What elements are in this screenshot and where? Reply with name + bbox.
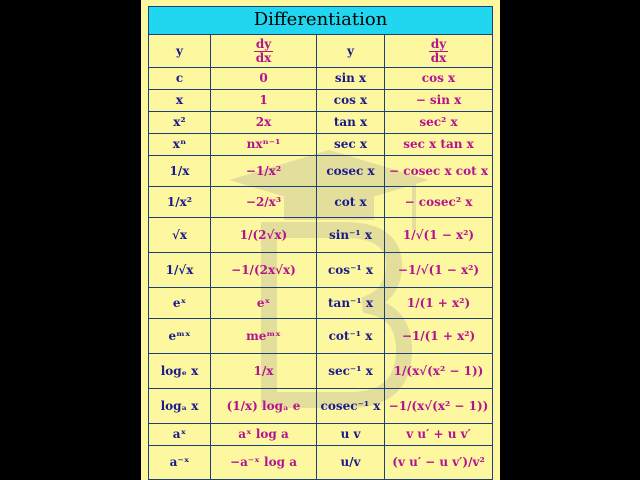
table-row <box>149 156 493 187</box>
function-cell: tan⁻¹ x <box>317 288 385 319</box>
function-cell: aˣ <box>149 424 211 446</box>
derivative-cell: nxⁿ⁻¹ <box>211 134 317 156</box>
table-row <box>149 446 493 480</box>
derivative-cell: − sin x <box>385 90 493 112</box>
table-row <box>149 354 493 389</box>
function-cell: 1/√x <box>149 253 211 288</box>
derivative-cell: − cosec² x <box>385 187 493 218</box>
function-cell: cot x <box>317 187 385 218</box>
derivative-cell: eˣ <box>211 288 317 319</box>
function-cell: logₐ x <box>149 389 211 424</box>
function-cell: tan x <box>317 112 385 134</box>
formula-sheet <box>141 0 500 480</box>
derivative-cell: (1/x) logₐ e <box>211 389 317 424</box>
derivative-cell: meᵐˣ <box>211 319 317 354</box>
derivative-cell: cos x <box>385 68 493 90</box>
table-row <box>149 288 493 319</box>
function-cell: x² <box>149 112 211 134</box>
function-cell: cosec x <box>317 156 385 187</box>
function-cell: u v <box>317 424 385 446</box>
derivative-cell: 2x <box>211 112 317 134</box>
header-y: y <box>149 35 211 68</box>
function-cell: sin x <box>317 68 385 90</box>
header-row <box>149 35 493 68</box>
function-cell: √x <box>149 218 211 253</box>
header-derivative: $\frac{dy}{dx}$ <box>211 35 317 68</box>
derivative-cell: 0 <box>211 68 317 90</box>
derivative-cell: −1/(2x√x) <box>211 253 317 288</box>
derivative-cell: aˣ log a <box>211 424 317 446</box>
derivative-cell: 1/(1 + x²) <box>385 288 493 319</box>
table-row <box>149 90 493 112</box>
derivative-cell: −1/x² <box>211 156 317 187</box>
derivative-cell: sec² x <box>385 112 493 134</box>
derivative-cell: 1/x <box>211 354 317 389</box>
derivative-cell: − cosec x cot x <box>385 156 493 187</box>
function-cell: cos⁻¹ x <box>317 253 385 288</box>
table-row <box>149 112 493 134</box>
formula-rows <box>149 68 493 480</box>
function-cell: 1/x² <box>149 187 211 218</box>
table-row <box>149 319 493 354</box>
table-row <box>149 68 493 90</box>
table-row <box>149 253 493 288</box>
derivative-cell: 1/√(1 − x²) <box>385 218 493 253</box>
derivative-cell: −1/√(1 − x²) <box>385 253 493 288</box>
table-row <box>149 218 493 253</box>
function-cell: eˣ <box>149 288 211 319</box>
header-y: y <box>317 35 385 68</box>
derivative-cell: −a⁻ˣ log a <box>211 446 317 480</box>
function-cell: sec x <box>317 134 385 156</box>
function-cell: logₑ x <box>149 354 211 389</box>
function-cell: cosec⁻¹ x <box>317 389 385 424</box>
table-title: Differentiation <box>149 7 493 35</box>
function-cell: eᵐˣ <box>149 319 211 354</box>
function-cell: u/v <box>317 446 385 480</box>
function-cell: cos x <box>317 90 385 112</box>
function-cell: xⁿ <box>149 134 211 156</box>
derivative-cell: (v u′ − u v′)/v² <box>385 446 493 480</box>
table-row <box>149 187 493 218</box>
function-cell: x <box>149 90 211 112</box>
function-cell: a⁻ˣ <box>149 446 211 480</box>
table-row <box>149 134 493 156</box>
derivative-cell: −1/(x√(x² − 1)) <box>385 389 493 424</box>
function-cell: 1/x <box>149 156 211 187</box>
table-row <box>149 424 493 446</box>
function-cell: c <box>149 68 211 90</box>
derivative-cell: sec x tan x <box>385 134 493 156</box>
function-cell: sec⁻¹ x <box>317 354 385 389</box>
differentiation-table <box>148 6 493 480</box>
derivative-cell: v u′ + u v′ <box>385 424 493 446</box>
derivative-cell: 1 <box>211 90 317 112</box>
function-cell: sin⁻¹ x <box>317 218 385 253</box>
derivative-cell: 1/(2√x) <box>211 218 317 253</box>
table-row <box>149 389 493 424</box>
header-derivative: $\frac{dy}{dx}$ <box>385 35 493 68</box>
derivative-cell: 1/(x√(x² − 1)) <box>385 354 493 389</box>
function-cell: cot⁻¹ x <box>317 319 385 354</box>
derivative-cell: −2/x³ <box>211 187 317 218</box>
derivative-cell: −1/(1 + x²) <box>385 319 493 354</box>
